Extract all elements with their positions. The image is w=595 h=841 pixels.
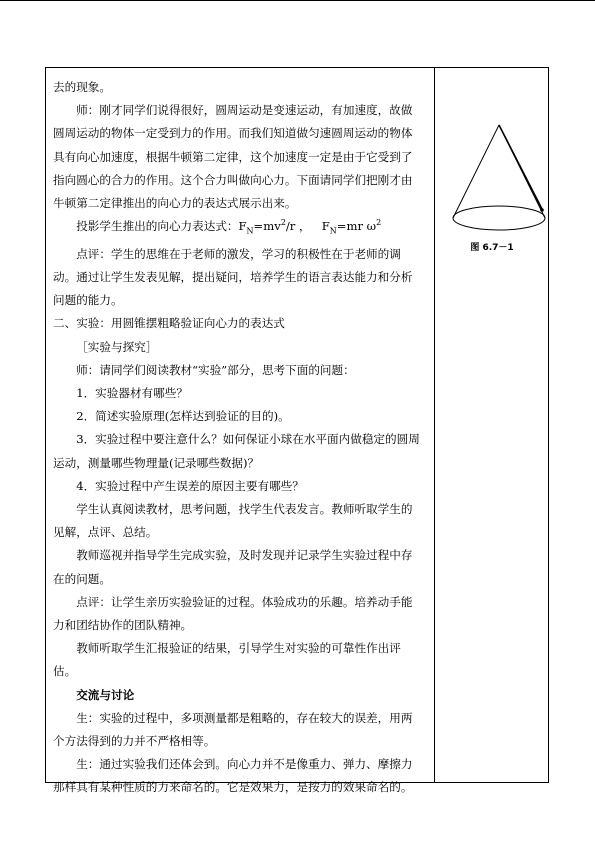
text-line: 1．实验器材有哪些？ <box>76 385 188 400</box>
text-line: 具有向心加速度，根据牛顿第二定律，这个加速度一定是由于它受到了 <box>53 149 413 164</box>
text-line: 点评：学生的思维在于老师的激发，学习的积极性在于老师的调 <box>76 246 401 261</box>
text-line: 估。 <box>53 664 77 679</box>
text-line: ［实验与探究］ <box>76 339 158 354</box>
text-line: 4．实验过程中产生误差的原因主要有哪些？ <box>76 478 304 493</box>
formula-part: =mr ω <box>336 219 377 234</box>
formula-part: 2 <box>280 218 286 228</box>
text-line: 生：通过实验我们还体会到。向心力并不是像重力、弹力、摩擦力 <box>76 757 413 772</box>
formula-part: =mv <box>253 219 281 234</box>
text-line: 教师听取学生汇报验证的结果，引导学生对实验的可靠性作出评 <box>76 641 401 656</box>
text-line: 那样具有某种性质的力来命名的。它是效果力，是按力的效果命名的。 <box>53 780 413 795</box>
text-line: 2．简述实验原理(怎样达到验证的目的)。 <box>76 409 290 424</box>
text-line: 在的问题。 <box>53 571 111 586</box>
formula-part: F <box>321 219 330 234</box>
pendulum-string <box>499 125 542 209</box>
formula-lead-text: 投影学生推出的向心力表达式：F <box>76 219 247 234</box>
text-line: 点评：让学生亲历实验验证的过程。体验成功的乐趣。培养动手能 <box>76 594 413 609</box>
figure-column <box>435 68 549 782</box>
cone-base-circle <box>453 206 545 230</box>
lesson-text-column <box>53 76 429 800</box>
text-line: 3．实验过程中要注意什么？如何保证小球在水平面内做稳定的圆周 <box>76 432 420 447</box>
text-line: 生：实验的过程中，多项测量都是粗略的，存在较大的误差，用两 <box>76 710 413 725</box>
text-line: 个方法得到的力并不严格相等。 <box>53 734 216 748</box>
text-line: 学生认真阅读教材，思考问题，找学生代表发言。教师听取学生的 <box>76 501 413 516</box>
text-line: 见解，点评、总结。 <box>53 525 158 540</box>
text-line: 去的现象。 <box>53 80 111 94</box>
cone-left-edge <box>453 125 499 218</box>
formula-part: /r ， <box>285 219 311 234</box>
text-line: 运动，测量哪些物理量(记录哪些数据)？ <box>53 455 260 470</box>
formula-part: N <box>246 226 254 236</box>
text-line: 圆周运动的物体一定受到力的作用。而我们知道做匀速圆周运动的物体 <box>53 126 413 141</box>
text-line: 师：刚才同学们说得很好，圆周运动是变速运动，有加速度，故做 <box>76 103 413 118</box>
text-line: 问题的能力。 <box>53 293 123 308</box>
conical-pendulum-diagram <box>451 123 547 233</box>
text-line: 二、实验：用圆锥摆粗略验证向心力的表达式 <box>53 316 285 331</box>
formula-part: N <box>329 226 337 236</box>
section-heading: 交流与讨论 <box>76 687 135 702</box>
text-line: 力和团结协作的团队精神。 <box>53 617 193 632</box>
formula-spacer <box>311 219 322 233</box>
text-line: 动。通过让学生发表见解，提出疑问，培养学生的语言表达能力和分析 <box>53 269 413 284</box>
pendulum-bob <box>540 208 544 212</box>
text-line: 教师巡视并指导学生完成实验，及时发现并记录学生实验过程中存 <box>76 548 413 563</box>
page-top-rule <box>0 0 595 1</box>
formula-line <box>53 215 429 243</box>
figure-caption: 图 6.7－1 <box>470 243 514 253</box>
lesson-table <box>45 67 549 795</box>
formula-part: 2 <box>376 218 382 228</box>
text-line: 指向圆心的合力的作用。这个合力叫做向心力。下面请同学们把刚才由 <box>53 172 413 187</box>
text-line: 师：请同学们阅读教材“实验”部分，思考下面的问题： <box>76 362 355 377</box>
text-line: 牛顿第二定律推出的向心力的表达式展示出来。 <box>53 196 297 211</box>
